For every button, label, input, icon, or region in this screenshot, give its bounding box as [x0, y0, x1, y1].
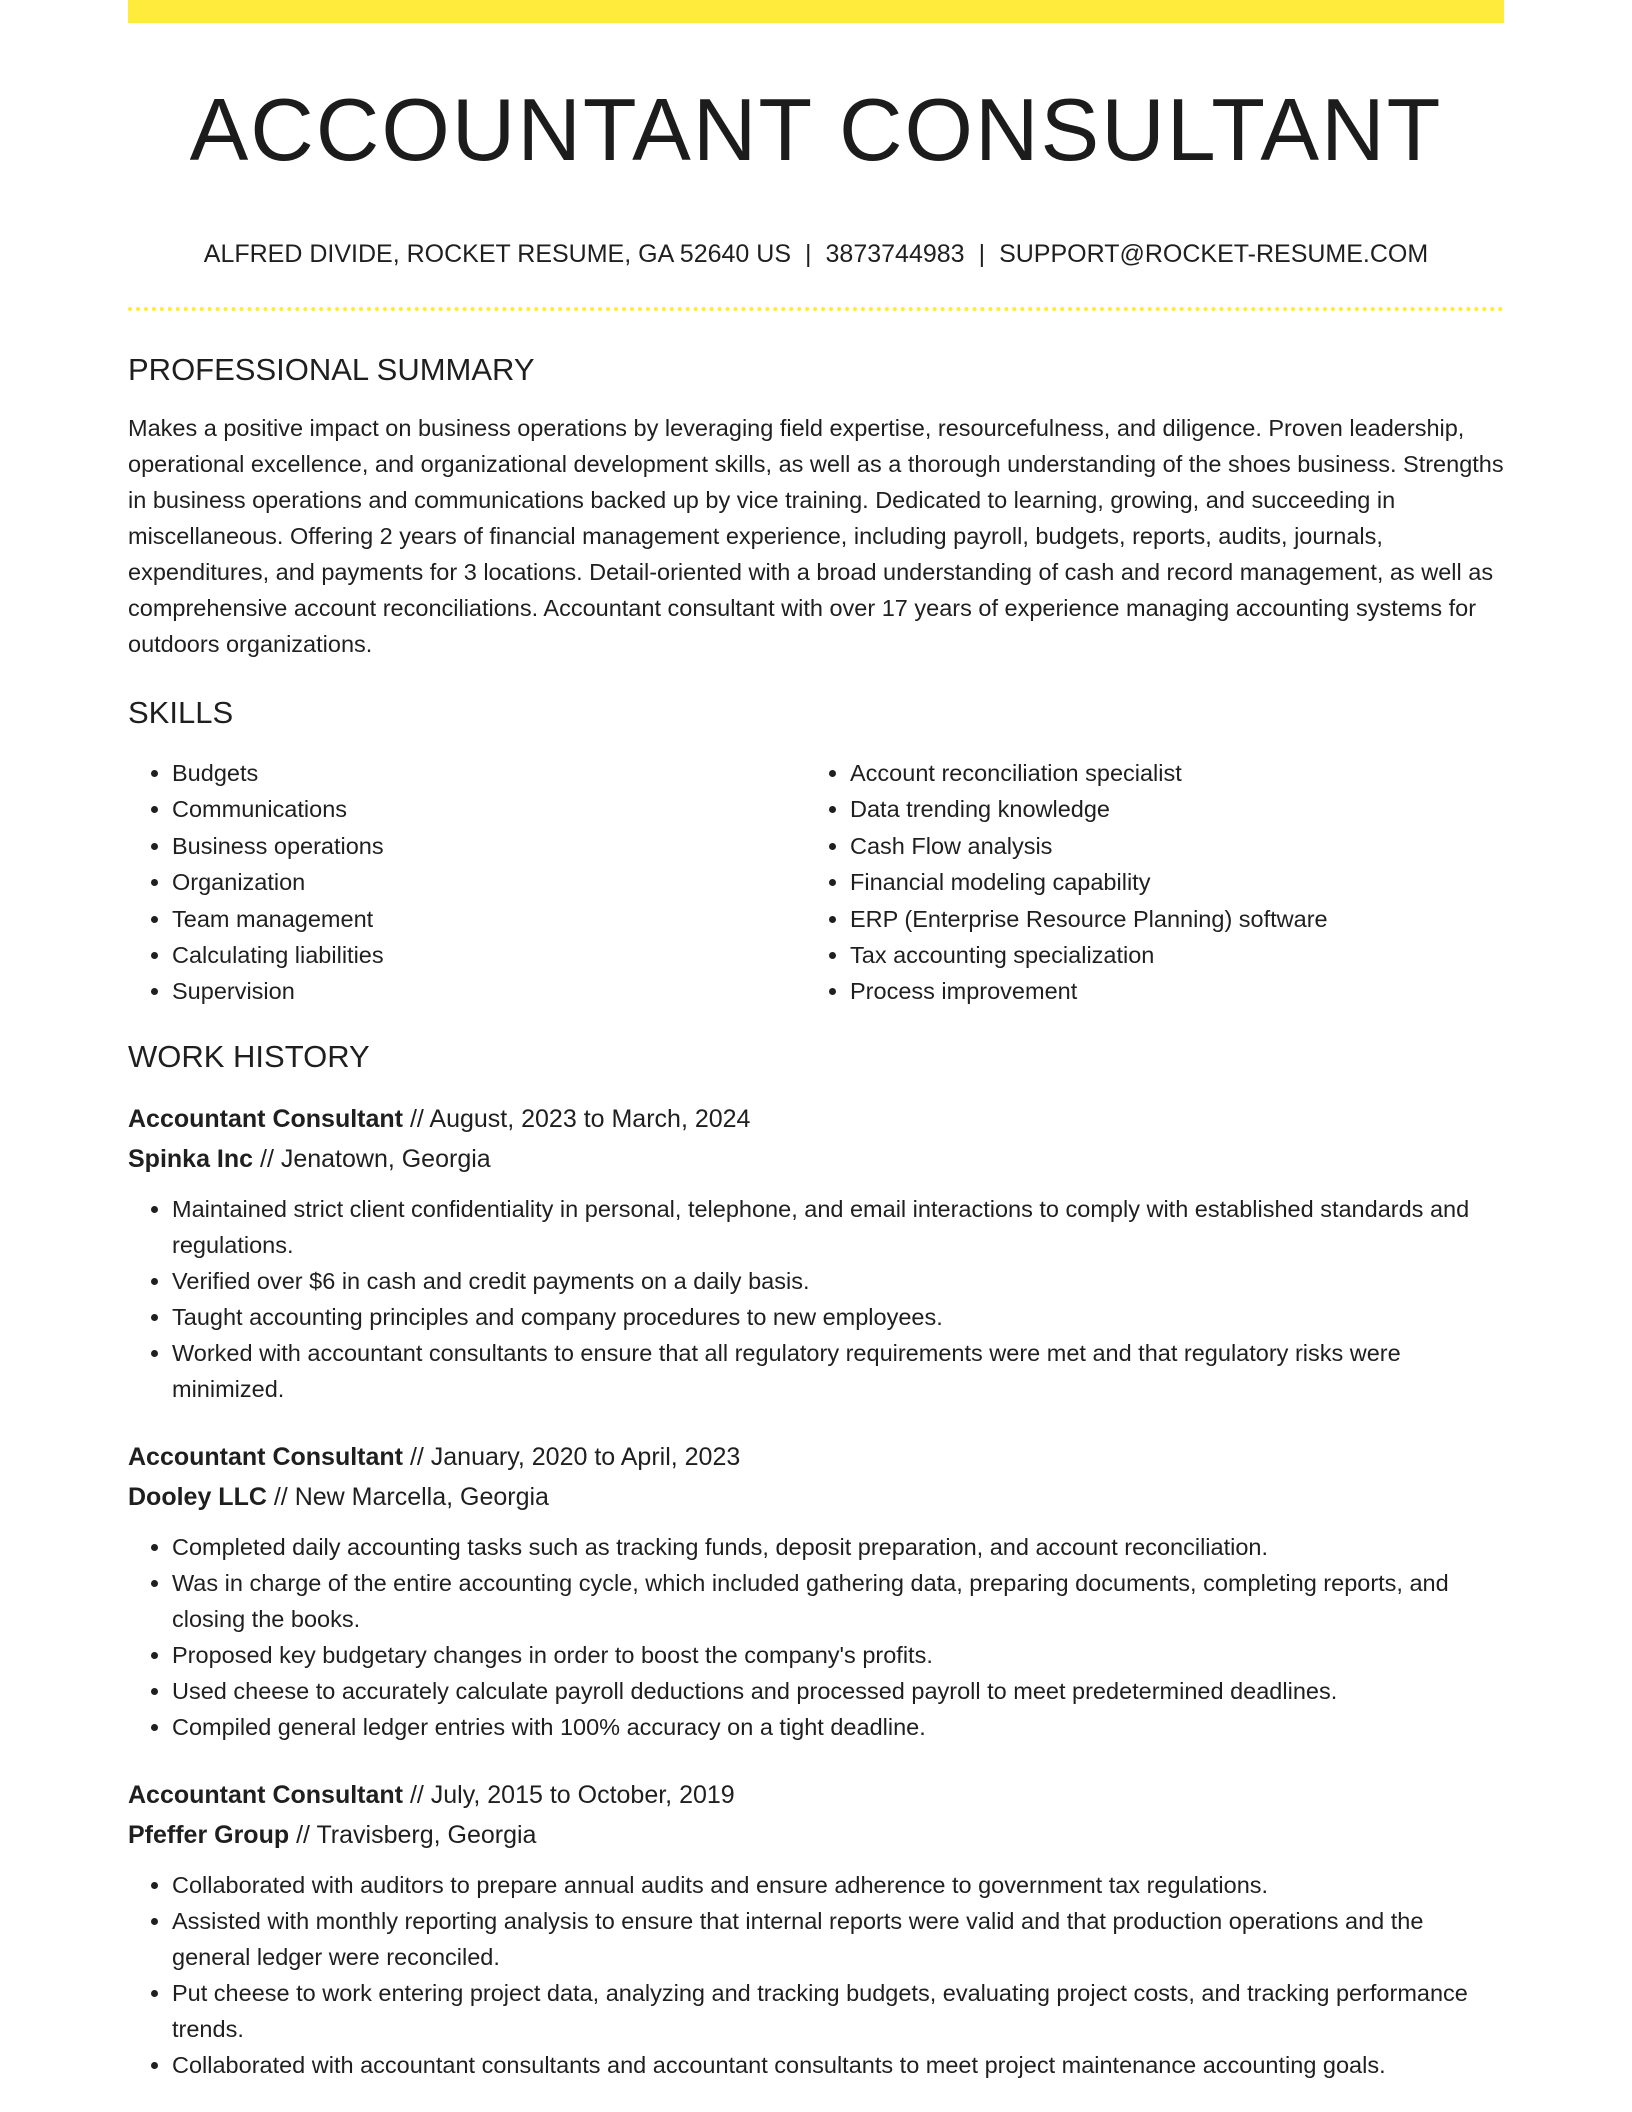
skills-list-right: [806, 755, 1484, 1010]
job-location: // Travisberg, Georgia: [289, 1821, 537, 1849]
resume-name-title: ACCOUNTANT CONSULTANT: [189, 80, 1443, 179]
job-bullets: [128, 1867, 1504, 2083]
job-role-line: [128, 1437, 1504, 1477]
skills-columns: [128, 755, 1504, 1010]
job-role: Accountant Consultant: [128, 1105, 403, 1133]
skill-item: • Communications: [172, 791, 806, 827]
summary-text: Makes a positive impact on business operations by leveraging field expertise, resourcefulness, and diligence. Proven leadership, operational excellence, and organizational development skills, as well as a thorough understanding of the shoes business. Strengths in business operations and communications backed up by vice training. Dedicated to learning, growing, and succeeding in miscellaneous. Offering 2 years of financial management experience, including payroll, budgets, reports, audits, journals, expenditures, and payments for 3 locations. Detail-oriented with a broad understanding of cash and record management, as well as comprehensive account reconciliations. Accountant consultant with over 17 years of experience managing accounting systems for outdoors organizations.: [128, 415, 1504, 657]
job-entry: [128, 1775, 1504, 2083]
job-bullet: • Compiled general ledger entries with 100% accuracy on a tight deadline.: [172, 1709, 1504, 1745]
resume-page: [128, 0, 1504, 2112]
skills-title: SKILLS: [128, 695, 234, 730]
skill-item: • Cash Flow analysis: [850, 828, 1484, 864]
job-company-line: [128, 1477, 1504, 1517]
job-dates: // January, 2020 to April, 2023: [403, 1443, 741, 1471]
job-company: Pfeffer Group: [128, 1821, 290, 1849]
contact-line: [128, 236, 1504, 272]
skill-item: • Budgets: [172, 755, 806, 791]
job-role-line: [128, 1775, 1504, 1815]
job-bullet: • Worked with accountant consultants to ensure that all regulatory requirements were met and that regulatory risks were minimized.: [172, 1335, 1504, 1407]
skill-item: • Supervision: [172, 973, 806, 1009]
skill-item: • Organization: [172, 864, 806, 900]
skill-item: • Process improvement: [850, 973, 1484, 1009]
work-history-section: [128, 1037, 1504, 2083]
skill-item: • ERP (Enterprise Resource Planning) software: [850, 901, 1484, 937]
skill-item: • Account reconciliation specialist: [850, 755, 1484, 791]
skill-item: • Data trending knowledge: [850, 791, 1484, 827]
job-bullets: [128, 1191, 1504, 1407]
job-bullet: • Maintained strict client confidentiality in personal, telephone, and email interactions to comply with established standards and regulations.: [172, 1191, 1504, 1263]
job-bullet: • Assisted with monthly reporting analysis to ensure that internal reports were valid and that production operations and the general ledger were reconciled.: [172, 1903, 1504, 1975]
job-location: // New Marcella, Georgia: [266, 1483, 549, 1511]
work-history-title: WORK HISTORY: [128, 1039, 370, 1074]
summary-section: [128, 350, 1504, 662]
contact-address: ALFRED DIVIDE, ROCKET RESUME, GA 52640 US: [203, 240, 792, 268]
contact-phone: 3873744983: [825, 240, 965, 268]
skill-item: • Tax accounting specialization: [850, 937, 1484, 973]
job-bullet: • Collaborated with accountant consultants and accountant consultants to meet project maintenance accounting goals.: [172, 2047, 1504, 2083]
job-entry: [128, 1437, 1504, 1745]
job-bullet: • Proposed key budgetary changes in order to boost the company's profits.: [172, 1637, 1504, 1673]
job-entry: [128, 1099, 1504, 1407]
job-bullet: • Taught accounting principles and company procedures to new employees.: [172, 1299, 1504, 1335]
job-role: Accountant Consultant: [128, 1443, 403, 1471]
job-company-line: [128, 1815, 1504, 1855]
job-bullet: • Collaborated with auditors to prepare annual audits and ensure adherence to government tax regulations.: [172, 1867, 1504, 1903]
job-dates: // July, 2015 to October, 2019: [403, 1781, 735, 1809]
job-bullet: • Was in charge of the entire accounting cycle, which included gathering data, preparing documents, completing reports, and closing the books.: [172, 1565, 1504, 1637]
skills-list-left: [128, 755, 806, 1010]
job-bullets: [128, 1529, 1504, 1745]
skill-item: • Financial modeling capability: [850, 864, 1484, 900]
summary-title: PROFESSIONAL SUMMARY: [128, 352, 535, 387]
job-location: // Jenatown, Georgia: [253, 1145, 491, 1173]
job-bullet: • Completed daily accounting tasks such as tracking funds, deposit preparation, and account reconciliation.: [172, 1529, 1504, 1565]
skills-section: [128, 693, 1504, 1010]
contact-separator: |: [805, 240, 812, 268]
contact-separator: |: [978, 240, 986, 268]
job-company: Dooley LLC: [128, 1483, 267, 1511]
job-role: Accountant Consultant: [128, 1781, 403, 1809]
job-company: Spinka Inc: [128, 1145, 254, 1173]
job-bullet: • Verified over $6 in cash and credit payments on a daily basis.: [172, 1263, 1504, 1299]
contact-email: SUPPORT@ROCKET-RESUME.COM: [999, 240, 1429, 268]
job-bullet: • Used cheese to accurately calculate payroll deductions and processed payroll to meet predetermined deadlines.: [172, 1673, 1504, 1709]
skill-item: • Calculating liabilities: [172, 937, 806, 973]
job-bullet: • Put cheese to work entering project data, analyzing and tracking budgets, evaluating project costs, and tracking performance trends.: [172, 1975, 1504, 2047]
job-role-line: [128, 1099, 1504, 1139]
accent-top-bar: [128, 0, 1504, 23]
job-dates: // August, 2023 to March, 2024: [403, 1105, 751, 1133]
dotted-divider: [128, 307, 1504, 311]
skill-item: • Team management: [172, 901, 806, 937]
job-company-line: [128, 1139, 1504, 1179]
skill-item: • Business operations: [172, 828, 806, 864]
